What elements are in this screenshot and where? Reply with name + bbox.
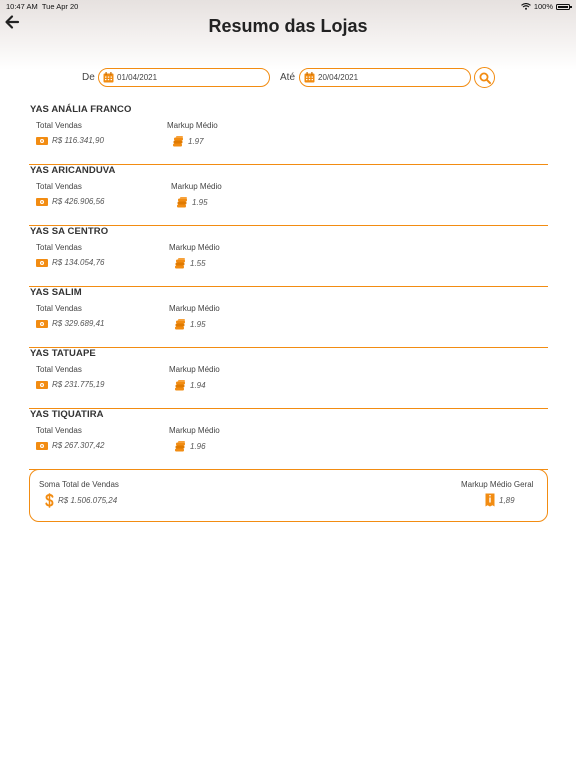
search-button[interactable] [474,67,495,88]
store-card[interactable] [29,348,548,409]
avg-markup-label: Markup Médio [167,121,218,130]
cash-icon [36,137,48,145]
store-card[interactable] [29,409,548,470]
from-label: De [82,72,95,83]
coins-icon [174,380,186,391]
total-sales-label: Total Vendas [36,304,82,313]
total-sales-label: Total Vendas [36,365,82,374]
battery-icon [556,4,570,10]
search-icon [479,72,491,84]
battery-percent: 100% [533,2,553,11]
total-sales-label: Total Vendas [36,182,82,191]
total-sales-value: R$ 231.775,19 [36,380,105,389]
to-date-field[interactable] [299,68,471,87]
total-sum-value: R$ 1.506.075,24 [45,493,117,508]
cash-icon [36,259,48,267]
total-sales-label: Total Vendas [36,426,82,435]
from-date-field[interactable] [98,68,270,87]
status-right [521,2,570,11]
store-name: YAS TATUAPE [30,348,96,359]
avg-markup-label: Markup Médio [169,243,220,252]
store-name: YAS ARICANDUVA [30,165,116,176]
cash-icon [36,198,48,206]
dollar-icon [45,493,54,508]
cash-icon [36,442,48,450]
summary-card [29,469,548,522]
store-name: YAS SA CENTRO [30,226,109,237]
avg-markup-label: Markup Médio [169,304,220,313]
avg-markup-value: 1.94 [174,380,206,391]
to-label: Até [280,72,296,83]
coins-icon [174,258,186,269]
bill-info-icon [485,493,495,507]
store-card[interactable] [29,287,548,348]
store-card[interactable] [29,104,548,165]
store-name: YAS ANÁLIA FRANCO [30,104,132,115]
status-bar [0,0,576,12]
from-date-value: 01/04/2021 [117,73,158,82]
total-sales-value: R$ 267.307,42 [36,441,105,450]
markup-general-value: 1,89 [485,493,515,507]
coins-icon [174,319,186,330]
coins-icon [176,197,188,208]
avg-markup-value: 1.55 [174,258,206,269]
total-sales-value: R$ 426.906,56 [36,197,105,206]
total-sales-value: R$ 116.341,90 [36,136,104,145]
total-sales-label: Total Vendas [36,121,82,130]
wifi-icon [521,3,531,10]
total-sales-label: Total Vendas [36,243,82,252]
coins-icon [172,136,184,147]
avg-markup-value: 1.97 [172,136,204,147]
avg-markup-value: 1.96 [174,441,206,452]
store-name: YAS SALIM [30,287,82,298]
cash-icon [36,320,48,328]
store-card[interactable] [29,226,548,287]
store-name: YAS TIQUATIRA [30,409,104,420]
total-sales-value: R$ 329.689,41 [36,319,105,328]
to-date-value: 20/04/2021 [318,73,359,82]
status-time: 10:47 AM Tue Apr 20 [6,2,79,11]
avg-markup-value: 1.95 [176,197,208,208]
avg-markup-label: Markup Médio [169,426,220,435]
calendar-icon [103,72,114,83]
avg-markup-value: 1.95 [174,319,206,330]
avg-markup-label: Markup Médio [171,182,222,191]
coins-icon [174,441,186,452]
cash-icon [36,381,48,389]
calendar-icon [304,72,315,83]
page-title: Resumo das Lojas [208,16,368,36]
markup-general-label: Markup Médio Geral [461,480,534,489]
avg-markup-label: Markup Médio [169,365,220,374]
total-sum-label: Soma Total de Vendas [39,480,119,489]
total-sales-value: R$ 134.054,76 [36,258,105,267]
store-card[interactable] [29,165,548,226]
